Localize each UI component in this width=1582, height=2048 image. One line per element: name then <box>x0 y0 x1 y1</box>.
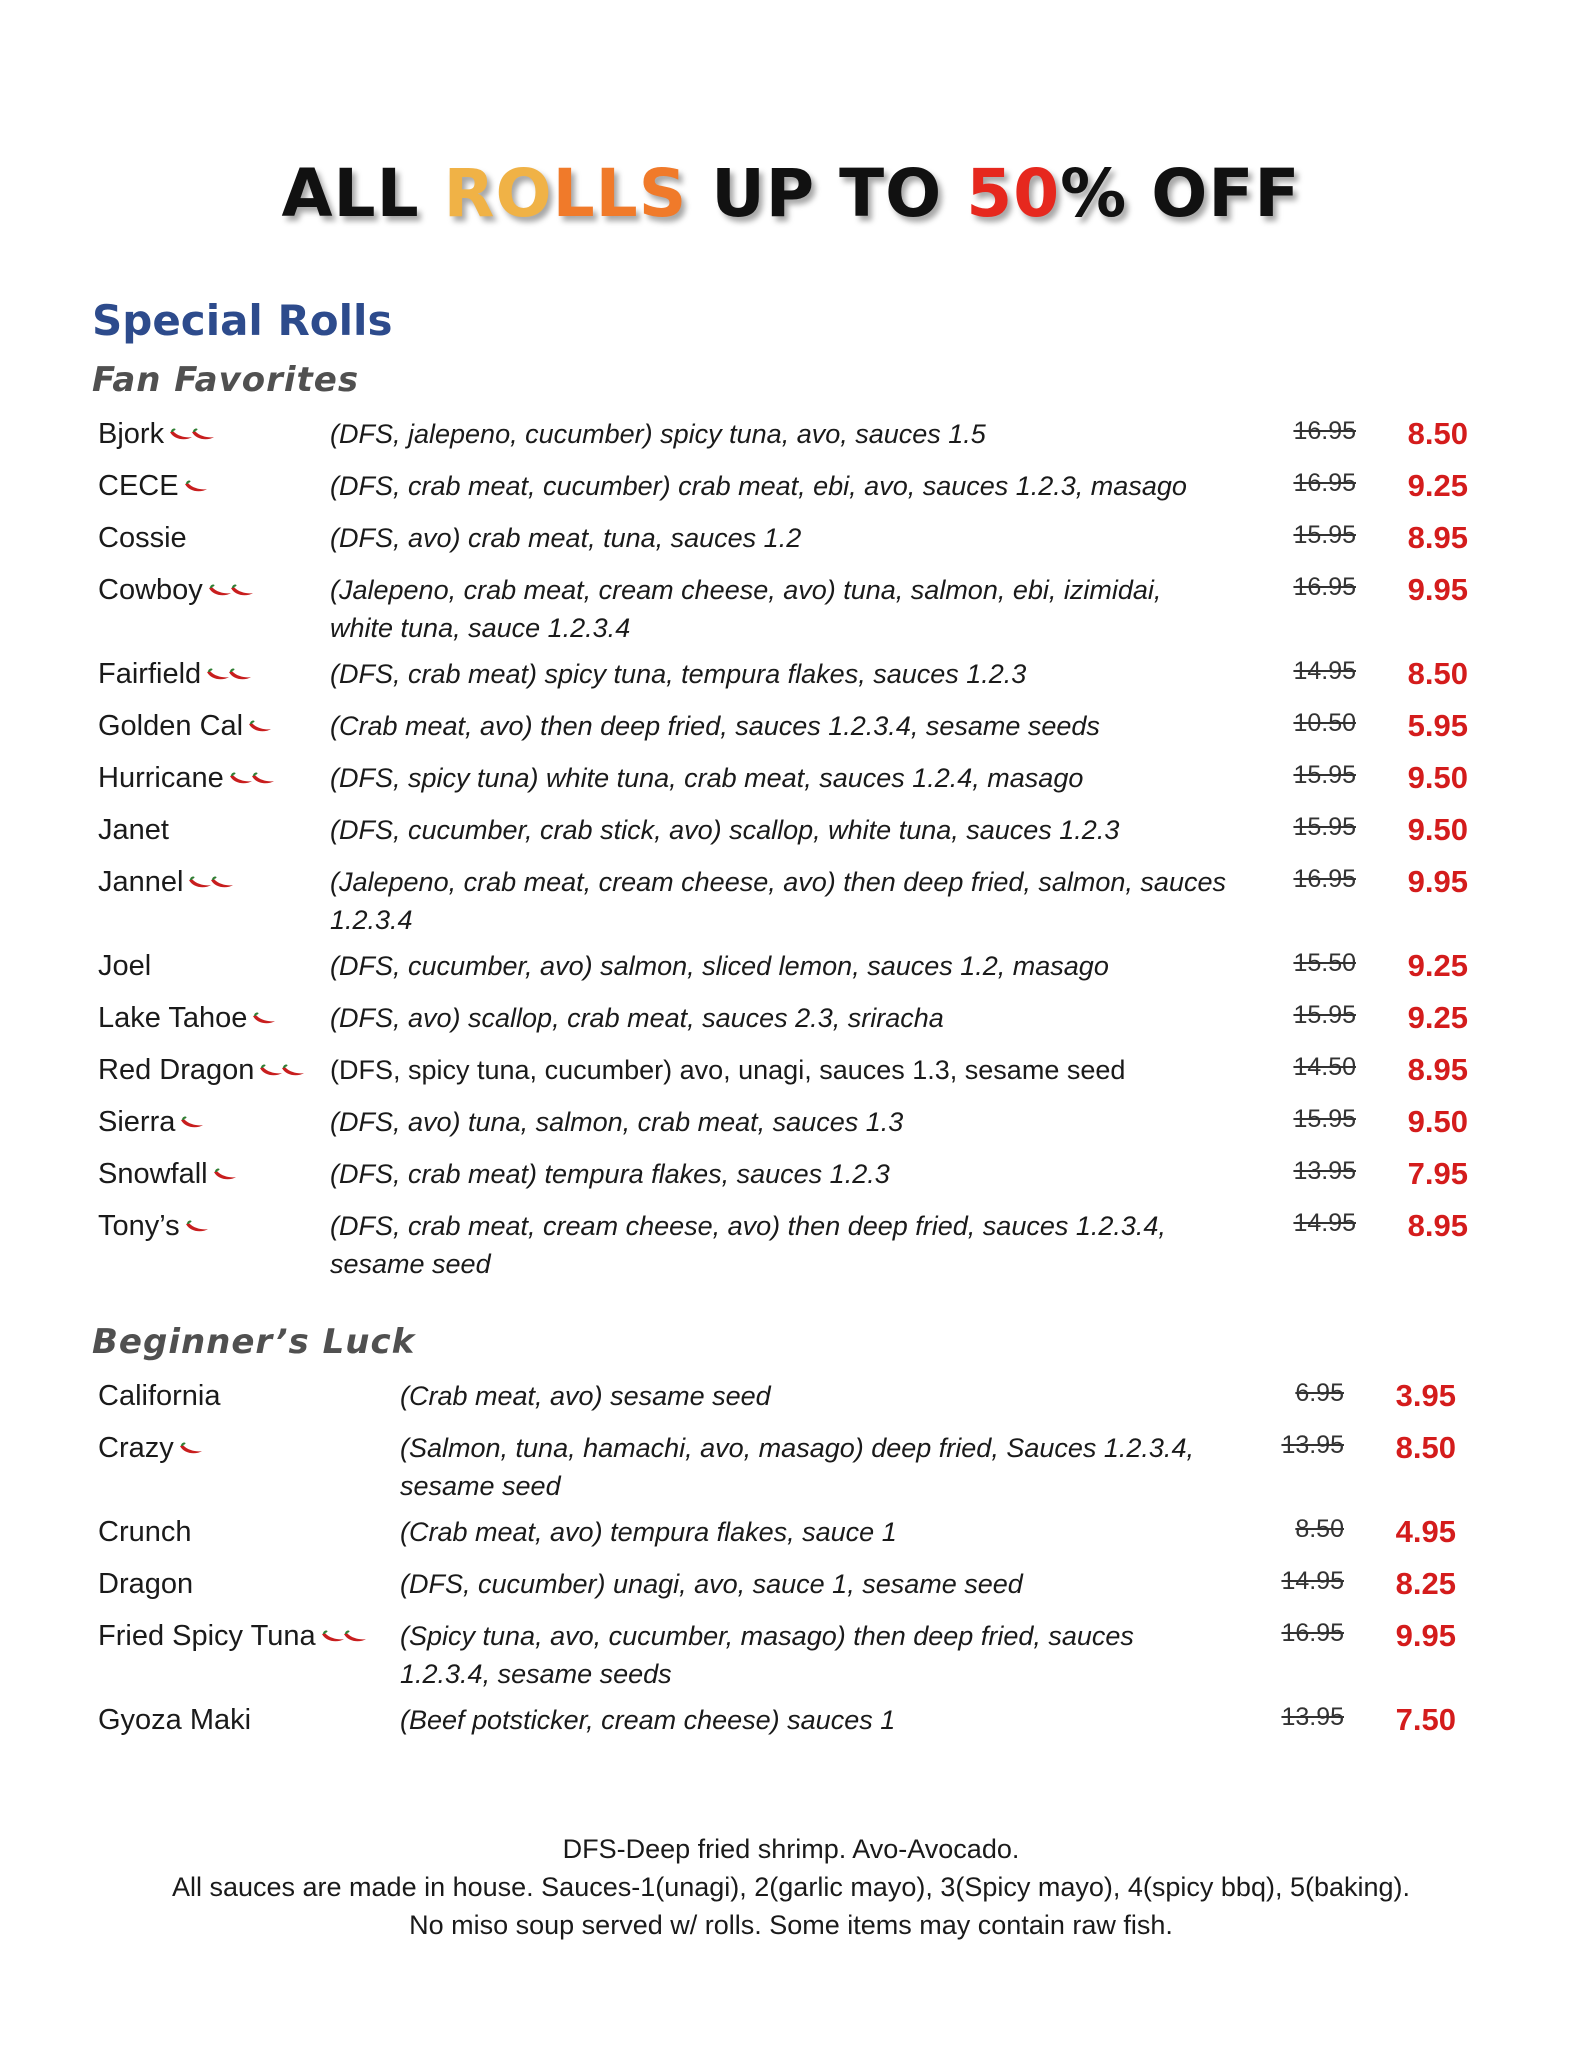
sale-price: 9.95 <box>1407 864 1468 899</box>
item-name <box>98 1432 204 1465</box>
item-name-text: Joel <box>98 950 152 982</box>
chili-pepper-icon <box>190 428 216 442</box>
footer-line-notes: No miso soup served w/ rolls. Some items may contain raw fish. <box>409 1910 1173 1940</box>
item-name <box>98 814 169 847</box>
chili-pepper-icon <box>179 1116 205 1130</box>
sale-price: 8.50 <box>1407 416 1468 451</box>
item-name <box>98 470 209 503</box>
original-price: 16.95 <box>1293 469 1356 497</box>
item-description: (DFS, crab meat) tempura flakes, sauces 1.2.3 <box>330 1159 890 1189</box>
original-price: 15.95 <box>1293 521 1356 549</box>
item-name-text: Sierra <box>98 1106 176 1138</box>
chili-pepper-icon <box>229 584 255 598</box>
sale-price: 8.95 <box>1407 1208 1468 1243</box>
sale-price: 9.25 <box>1407 948 1468 983</box>
item-name-text: Bjork <box>98 418 165 450</box>
item-description: (Beef potsticker, cream cheese) sauces 1 <box>400 1705 896 1735</box>
item-name-text: Jannel <box>98 866 184 898</box>
sale-price: 7.95 <box>1407 1156 1468 1191</box>
item-description: (Spicy tuna, avo, cucumber, masago) then deep fried, sauces 1.2.3.4, sesame seeds <box>400 1621 1134 1689</box>
item-name <box>98 658 253 691</box>
item-name <box>98 1210 210 1243</box>
sale-price: 8.50 <box>1395 1430 1456 1465</box>
item-description: (DFS, crab meat, cucumber) crab meat, ebi, avo, sauces 1.2.3, masago <box>330 471 1187 501</box>
item-name-text: Golden Cal <box>98 710 244 742</box>
original-price: 14.95 <box>1281 1567 1344 1595</box>
sale-price: 9.95 <box>1395 1618 1456 1653</box>
chili-pepper-icon <box>183 480 209 494</box>
item-description: (DFS, avo) scallop, crab meat, sauces 2.3, sriracha <box>330 1003 944 1033</box>
original-price: 13.95 <box>1281 1703 1344 1731</box>
item-description: (DFS, cucumber) unagi, avo, sauce 1, sesame seed <box>400 1569 1023 1599</box>
sale-price: 8.50 <box>1407 656 1468 691</box>
original-price: 14.95 <box>1293 657 1356 685</box>
sale-price: 3.95 <box>1395 1378 1456 1413</box>
item-name <box>98 1106 205 1139</box>
item-name <box>98 1380 221 1413</box>
original-price: 10.50 <box>1293 709 1356 737</box>
sale-price: 9.50 <box>1407 760 1468 795</box>
item-description: (Jalepeno, crab meat, cream cheese, avo) then deep fried, salmon, sauces 1.2.3.4 <box>330 867 1226 935</box>
sale-price: 9.50 <box>1407 812 1468 847</box>
item-name-text: CECE <box>98 470 179 502</box>
item-description: (Jalepeno, crab meat, cream cheese, avo) tuna, salmon, ebi, izimidai, white tuna, sauce 1.2.3.4 <box>330 575 1162 643</box>
sale-price: 9.50 <box>1407 1104 1468 1139</box>
chili-pepper-icon <box>178 1442 204 1456</box>
item-description: (Salmon, tuna, hamachi, avo, masago) deep fried, Sauces 1.2.3.4, sesame seed <box>400 1433 1194 1501</box>
item-name-text: Snowfall <box>98 1158 208 1190</box>
sale-price: 8.95 <box>1407 1052 1468 1087</box>
chili-pepper-icon <box>251 1012 277 1026</box>
original-price: 16.95 <box>1293 865 1356 893</box>
chili-pepper-icon <box>280 1064 306 1078</box>
item-name-text: Cowboy <box>98 574 203 606</box>
item-name <box>98 866 235 899</box>
item-name <box>98 574 255 607</box>
item-name-text: Lake Tahoe <box>98 1002 248 1034</box>
menu-footer <box>0 1830 1582 1944</box>
banner-text-all: ALL <box>281 155 444 232</box>
sale-price: 8.95 <box>1407 520 1468 555</box>
chili-pepper-icon <box>184 1220 210 1234</box>
sale-price: 8.25 <box>1395 1566 1456 1601</box>
fan-favorites-heading: Fan Favorites <box>92 360 360 400</box>
original-price: 15.95 <box>1293 1105 1356 1133</box>
sale-price: 5.95 <box>1407 708 1468 743</box>
item-name <box>98 1002 277 1035</box>
item-name <box>98 1516 192 1549</box>
item-name-text: Cossie <box>98 522 187 554</box>
sale-price: 4.95 <box>1395 1514 1456 1549</box>
banner-text-off: % OFF <box>1060 155 1301 232</box>
item-description: (DFS, spicy tuna) white tuna, crab meat, sauces 1.2.4, masago <box>330 763 1084 793</box>
item-name <box>98 1568 193 1601</box>
item-description: (DFS, avo) crab meat, tuna, sauces 1.2 <box>330 523 802 553</box>
item-name-text: Fairfield <box>98 658 202 690</box>
chili-pepper-icon <box>247 720 273 734</box>
item-description: (DFS, crab meat) spicy tuna, tempura flakes, sauces 1.2.3 <box>330 659 1027 689</box>
original-price: 16.95 <box>1293 417 1356 445</box>
promo-banner <box>0 155 1582 232</box>
chili-pepper-icon <box>212 1168 238 1182</box>
item-description: (DFS, avo) tuna, salmon, crab meat, sauces 1.3 <box>330 1107 904 1137</box>
original-price: 15.95 <box>1293 761 1356 789</box>
item-name-text: Red Dragon <box>98 1054 255 1086</box>
item-name-text: Gyoza Maki <box>98 1704 252 1736</box>
sale-price: 9.95 <box>1407 572 1468 607</box>
original-price: 13.95 <box>1281 1431 1344 1459</box>
footer-line-sauces: All sauces are made in house. Sauces-1(unagi), 2(garlic mayo), 3(Spicy mayo), 4(spicy bbq), 5(baking). <box>171 1872 1411 1902</box>
item-name-text: Dragon <box>98 1568 194 1600</box>
item-name <box>98 950 151 983</box>
item-description: (Crab meat, avo) sesame seed <box>400 1381 771 1411</box>
item-name <box>98 1054 306 1087</box>
original-price: 16.95 <box>1293 573 1356 601</box>
banner-text-upto: UP TO <box>687 155 967 232</box>
item-name <box>98 762 276 795</box>
item-name-text: Crunch <box>98 1516 192 1548</box>
original-price: 14.95 <box>1293 1209 1356 1237</box>
banner-text-rolls: ROLLS <box>443 155 688 232</box>
sale-price: 9.25 <box>1407 468 1468 503</box>
item-name <box>98 710 273 743</box>
original-price: 16.95 <box>1281 1619 1344 1647</box>
chili-pepper-icon <box>342 1630 368 1644</box>
item-name-text: California <box>98 1380 221 1412</box>
item-name-text: Hurricane <box>98 762 224 794</box>
chili-pepper-icon <box>227 668 253 682</box>
footer-line-abbrev: DFS-Deep fried shrimp. Avo-Avocado. <box>562 1834 1020 1864</box>
item-name-text: Fried Spicy Tuna <box>98 1620 316 1652</box>
original-price: 14.50 <box>1293 1053 1356 1081</box>
beginners-luck-heading: Beginner’s Luck <box>92 1322 416 1362</box>
item-description: (Crab meat, avo) then deep fried, sauces 1.2.3.4, sesame seeds <box>330 711 1100 741</box>
chili-pepper-icon <box>209 876 235 890</box>
item-name <box>98 418 216 451</box>
item-description: (DFS, spicy tuna, cucumber) avo, unagi, sauces 1.3, sesame seed <box>330 1055 1126 1085</box>
item-description: (DFS, crab meat, cream cheese, avo) then deep fried, sauces 1.2.3.4, sesame seed <box>330 1211 1166 1279</box>
item-name <box>98 1158 238 1191</box>
item-name-text: Tony’s <box>98 1210 180 1242</box>
sale-price: 9.25 <box>1407 1000 1468 1035</box>
original-price: 15.95 <box>1293 813 1356 841</box>
item-name-text: Crazy <box>98 1432 174 1464</box>
item-description: (DFS, cucumber, avo) salmon, sliced lemon, sauces 1.2, masago <box>330 951 1109 981</box>
sale-price: 7.50 <box>1395 1702 1456 1737</box>
item-name-text: Janet <box>98 814 169 846</box>
item-description: (DFS, jalepeno, cucumber) spicy tuna, avo, sauces 1.5 <box>330 419 986 449</box>
original-price: 15.50 <box>1293 949 1356 977</box>
original-price: 13.95 <box>1293 1157 1356 1185</box>
original-price: 15.95 <box>1293 1001 1356 1029</box>
section-title: Special Rolls <box>92 296 393 345</box>
chili-pepper-icon <box>250 772 276 786</box>
item-description: (Crab meat, avo) tempura flakes, sauce 1 <box>400 1517 897 1547</box>
banner-text-fifty: 50 <box>966 155 1061 232</box>
item-name <box>98 1704 251 1737</box>
item-name <box>98 1620 368 1653</box>
original-price: 8.50 <box>1295 1515 1344 1543</box>
item-name <box>98 522 187 555</box>
original-price: 6.95 <box>1295 1379 1344 1407</box>
item-description: (DFS, cucumber, crab stick, avo) scallop, white tuna, sauces 1.2.3 <box>330 815 1120 845</box>
